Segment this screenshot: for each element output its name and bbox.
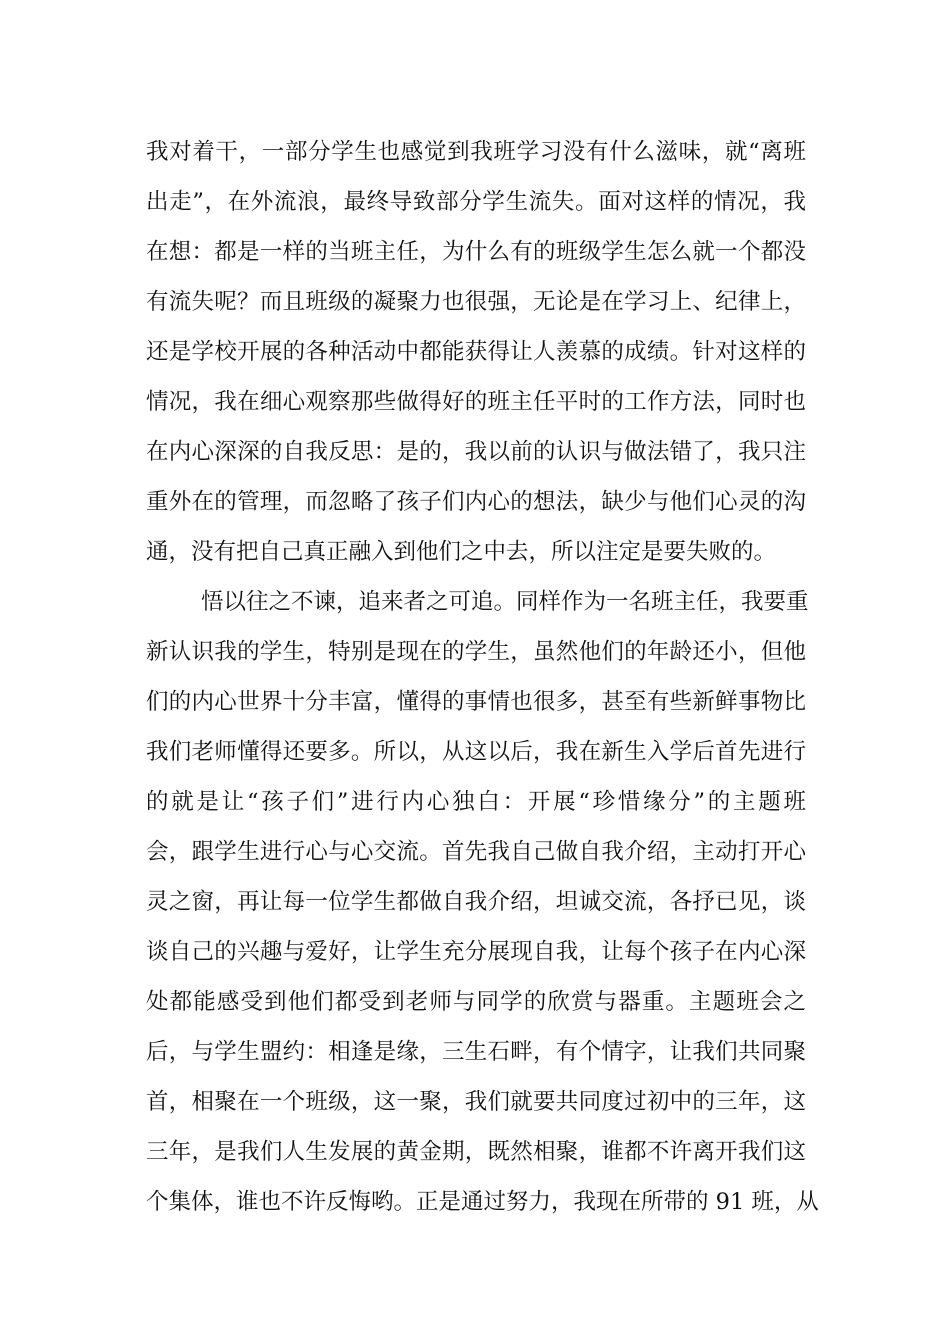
text-line: 重外在的管理，而忽略了孩子们内心的想法，缺少与他们心灵的沟 — [146, 489, 806, 515]
text-line: 们的内心世界十分丰富，懂得的事情也很多，甚至有些新鲜事物比 — [146, 689, 806, 715]
text-line: 处都能感受到他们都受到老师与同学的欣赏与器重。主题班会之 — [146, 989, 806, 1015]
text-line: 新认识我的学生，特别是现在的学生，虽然他们的年龄还小，但他 — [146, 639, 806, 665]
text-line: 出走”，在外流浪，最终导致部分学生流失。面对这样的情况，我 — [146, 189, 806, 215]
text-line: 在想：都是一样的当班主任，为什么有的班级学生怎么就一个都没 — [146, 239, 806, 265]
text-line: 谈自己的兴趣与爱好，让学生充分展现自我，让每个孩子在内心深 — [146, 939, 806, 965]
text-line: 情况，我在细心观察那些做得好的班主任平时的工作方法，同时也 — [146, 389, 806, 415]
text-line: 通，没有把自己真正融入到他们之中去，所以注定是要失败的。 — [146, 539, 777, 565]
text-line: 首，相聚在一个班级，这一聚，我们就要共同度过初中的三年，这 — [146, 1089, 806, 1115]
text-line: 三年，是我们人生发展的黄金期，既然相聚，谁都不许离开我们这 — [146, 1139, 806, 1165]
text-line: 后，与学生盟约：相逢是缘，三生石畔，有个情字，让我们共同聚 — [146, 1039, 806, 1065]
text-line: 我对着干，一部分学生也感觉到我班学习没有什么滋味，就“离班 — [146, 139, 806, 165]
text-line: 还是学校开展的各种活动中都能获得让人羡慕的成绩。针对这样的 — [146, 339, 806, 365]
text-line: 个集体，谁也不许反悔哟。正是通过努力，我现在所带的 91 班，从 — [146, 1189, 819, 1215]
paragraph-first-line: 悟以往之不谏，追来者之可追。同样作为一名班主任，我要重 — [201, 589, 809, 615]
text-line: 灵之窗，再让每一位学生都做自我介绍，坦诚交流，各抒已见，谈 — [146, 889, 806, 915]
text-line: 的就是让“孩子们”进行内心独白：开展“珍惜缘分”的主题班 — [146, 789, 806, 815]
text-line: 会，跟学生进行心与心交流。首先我自己做自我介绍，主动打开心 — [146, 839, 806, 865]
text-line: 我们老师懂得还要多。所以，从这以后，我在新生入学后首先进行 — [146, 739, 806, 765]
text-line: 在内心深深的自我反思：是的，我以前的认识与做法错了，我只注 — [146, 439, 806, 465]
text-line: 有流失呢？而且班级的凝聚力也很强，无论是在学习上、纪律上， — [146, 289, 806, 315]
